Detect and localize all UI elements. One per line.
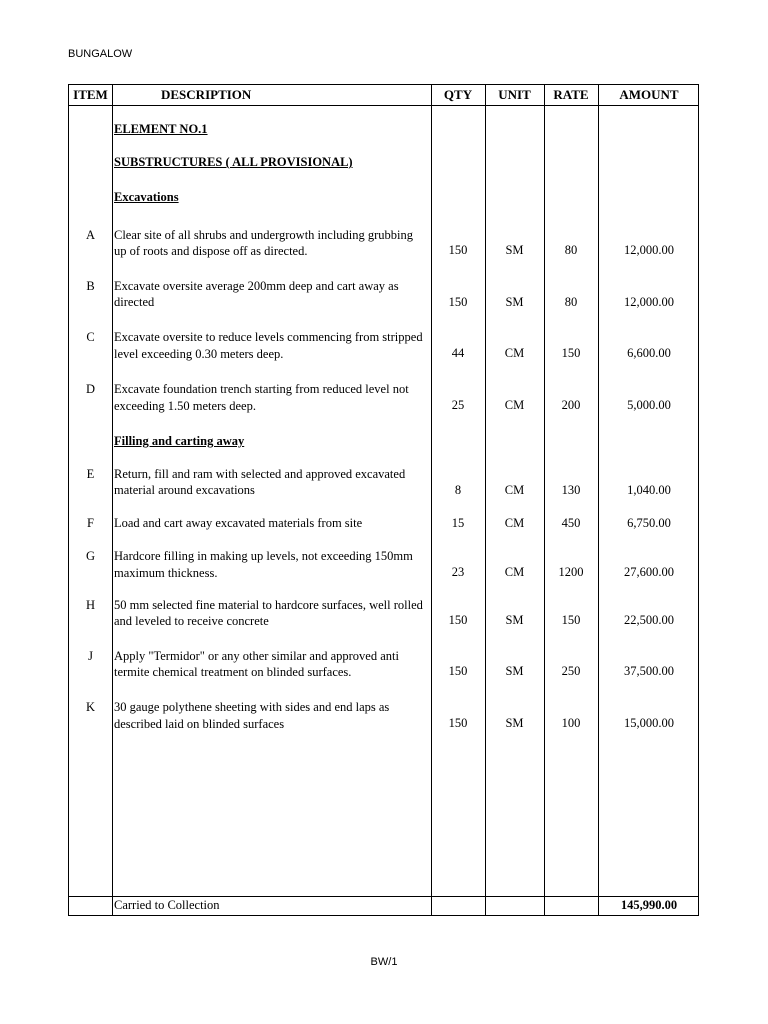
column-divider [112, 85, 113, 915]
subheading-excavations: Excavations [114, 190, 179, 204]
item-description-line: 50 mm selected fine material to hardcore surfaces, well rolled [114, 598, 423, 612]
item-unit: SM [505, 716, 524, 730]
item-code: F [87, 516, 94, 530]
item-amount: 1,040.00 [627, 483, 671, 497]
item-description-line: and leveled to receive concrete [114, 614, 269, 628]
item-qty: 8 [454, 483, 462, 497]
bill-of-quantities-table [68, 84, 699, 916]
item-qty: 150 [448, 243, 468, 257]
carried-to-collection-label: Carried to Collection [114, 898, 220, 912]
item-code: B [86, 279, 95, 293]
item-unit: CM [504, 565, 525, 579]
item-rate: 450 [561, 516, 581, 530]
item-qty: 25 [451, 398, 465, 412]
item-code: J [88, 649, 93, 663]
item-code: E [86, 467, 95, 481]
item-description-line: termite chemical treatment on blinded surfaces. [114, 665, 352, 679]
item-qty: 44 [451, 346, 465, 360]
page-number: BW/1 [370, 956, 398, 968]
item-amount: 6,750.00 [627, 516, 671, 530]
column-header-unit: UNIT [498, 87, 531, 102]
item-description-line: Apply "Termidor" or any other similar and approved anti [114, 649, 399, 663]
item-qty: 23 [451, 565, 465, 579]
item-code: C [86, 330, 95, 344]
item-description-line: directed [114, 295, 155, 309]
element-heading: ELEMENT NO.1 [114, 122, 208, 136]
column-header-item: ITEM [73, 87, 108, 102]
item-unit: CM [504, 483, 525, 497]
item-code: K [85, 700, 96, 714]
item-unit: CM [504, 346, 525, 360]
carried-to-collection-total: 145,990.00 [620, 898, 678, 912]
item-code: G [85, 549, 96, 563]
item-rate: 250 [561, 664, 581, 678]
item-rate: 150 [561, 346, 581, 360]
item-amount: 12,000.00 [624, 243, 674, 257]
column-header-rate: RATE [553, 87, 589, 102]
item-description-line: Excavate oversite to reduce levels commencing from stripped [114, 330, 423, 344]
item-unit: SM [505, 243, 524, 257]
column-divider [598, 85, 599, 915]
item-unit: SM [505, 295, 524, 309]
item-rate: 100 [561, 716, 581, 730]
item-code: D [85, 382, 96, 396]
item-rate: 1200 [558, 565, 584, 579]
item-description-line: Excavate foundation trench starting from reduced level not [114, 382, 409, 396]
item-description-line: Clear site of all shrubs and undergrowth including grubbing [114, 228, 414, 242]
item-description-line: up of roots and dispose off as directed. [114, 244, 308, 258]
item-amount: 12,000.00 [624, 295, 674, 309]
item-rate: 130 [561, 483, 581, 497]
item-description-line: material around excavations [114, 483, 255, 497]
item-code: A [85, 228, 96, 242]
item-description-line: Hardcore filling in making up levels, not exceeding 150mm [114, 549, 413, 563]
item-qty: 150 [448, 613, 468, 627]
column-header-qty: QTY [443, 87, 473, 102]
item-unit: SM [505, 613, 524, 627]
item-rate: 80 [564, 243, 578, 257]
item-description-line: described laid on blinded surfaces [114, 717, 285, 731]
column-header-amount: AMOUNT [619, 87, 679, 102]
item-amount: 6,600.00 [627, 346, 671, 360]
item-description-line: Load and cart away excavated materials from site [114, 516, 363, 530]
item-rate: 80 [564, 295, 578, 309]
item-amount: 22,500.00 [624, 613, 674, 627]
item-description-line: level exceeding 0.30 meters deep. [114, 347, 284, 361]
item-rate: 150 [561, 613, 581, 627]
item-qty: 150 [448, 716, 468, 730]
item-description-line: exceeding 1.50 meters deep. [114, 399, 256, 413]
column-divider [485, 85, 486, 915]
document-header-label: BUNGALOW [68, 48, 133, 60]
column-divider [544, 85, 545, 915]
header-divider [69, 105, 698, 106]
item-description-line: Return, fill and ram with selected and approved excavated [114, 467, 406, 481]
item-description-line: Excavate oversite average 200mm deep and cart away as [114, 279, 399, 293]
item-unit: CM [504, 398, 525, 412]
item-unit: SM [505, 664, 524, 678]
section-heading: SUBSTRUCTURES ( ALL PROVISIONAL) [114, 155, 353, 169]
item-amount: 15,000.00 [624, 716, 674, 730]
item-rate: 200 [561, 398, 581, 412]
item-amount: 37,500.00 [624, 664, 674, 678]
item-amount: 5,000.00 [627, 398, 671, 412]
subheading-filling: Filling and carting away [114, 434, 245, 448]
item-qty: 150 [448, 664, 468, 678]
item-unit: CM [504, 516, 525, 530]
item-description-line: maximum thickness. [114, 566, 218, 580]
item-code: H [85, 598, 96, 612]
item-amount: 27,600.00 [624, 565, 674, 579]
column-header-description: DESCRIPTION [161, 87, 252, 102]
item-qty: 15 [451, 516, 465, 530]
column-divider [431, 85, 432, 915]
item-qty: 150 [448, 295, 468, 309]
item-description-line: 30 gauge polythene sheeting with sides and end laps as [114, 700, 390, 714]
